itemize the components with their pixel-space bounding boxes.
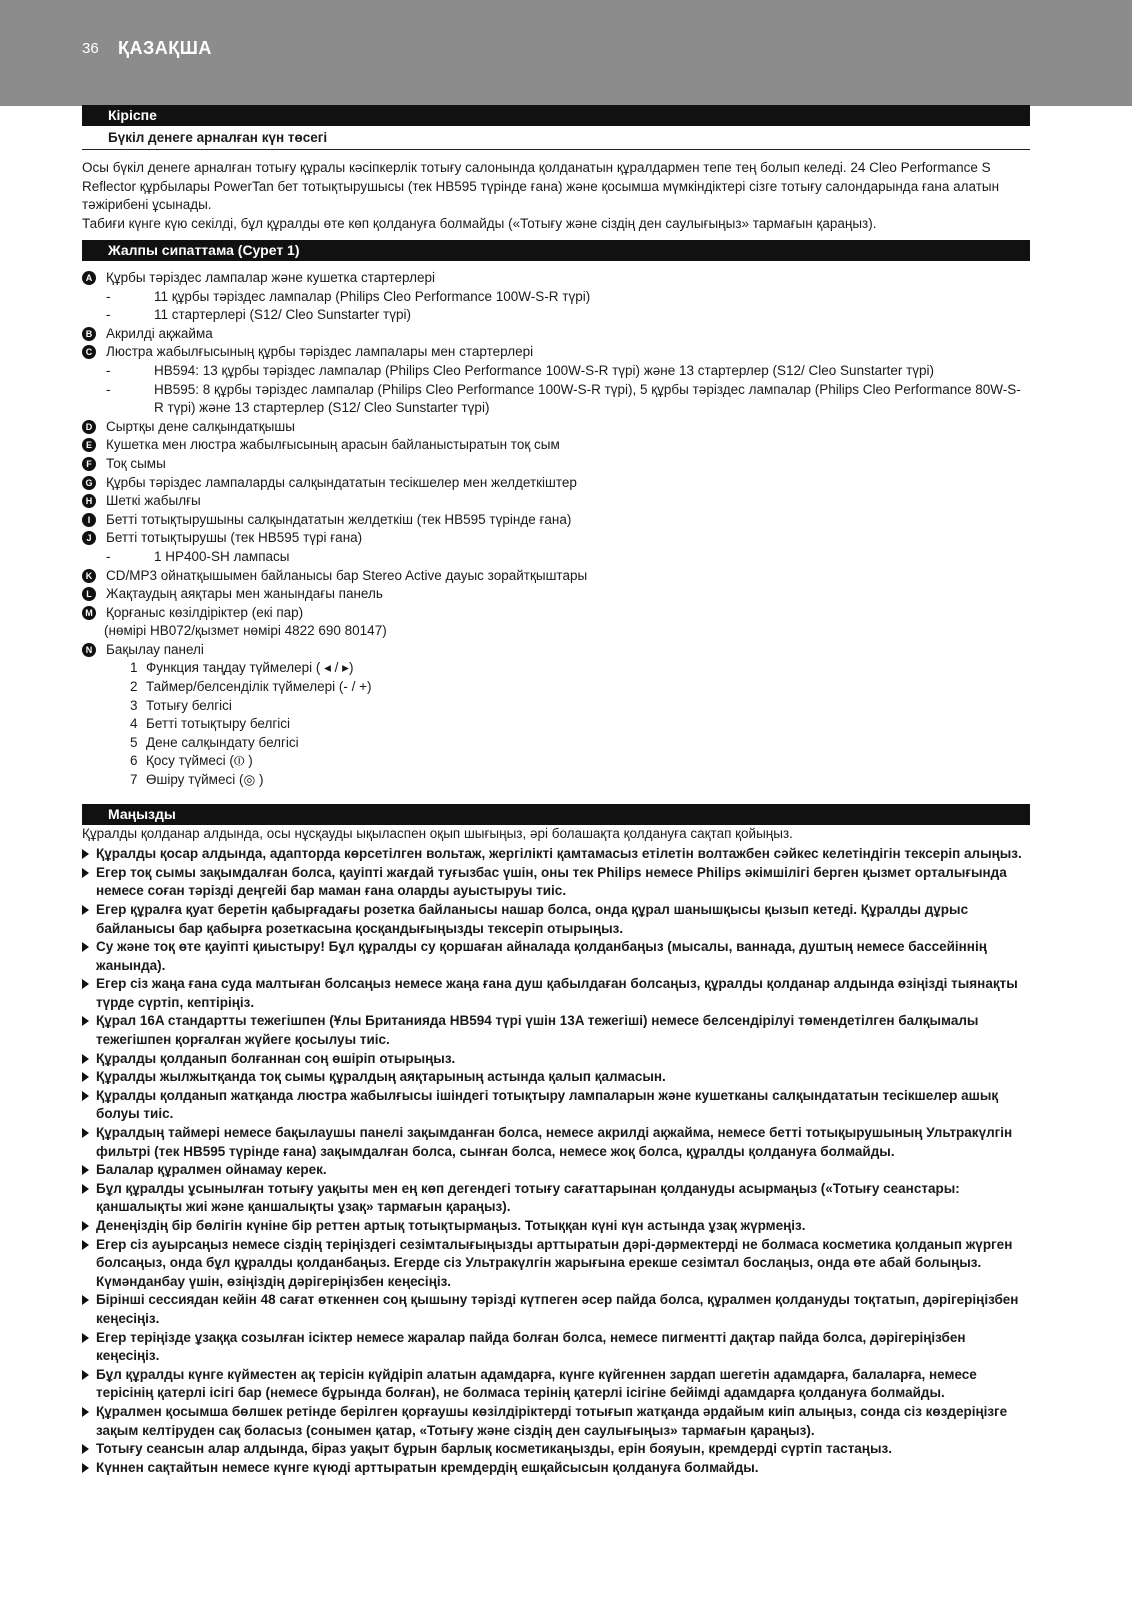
- letter-l-badge: L: [82, 587, 96, 601]
- list-item: Күннен сақтайтын немесе күнге күюді арттыратын кремдердің ешқайсысын қолдануға болмайды.: [82, 1459, 1030, 1478]
- list-item: F Тоқ сымы: [82, 455, 1030, 474]
- letter-h-badge: H: [82, 494, 96, 508]
- list-item: G Құрбы тәріздес лампаларды салқындататын тесікшелер мен желдеткіштер: [82, 474, 1030, 493]
- list-item: Бұл құралды күнге күйместен ақ терісін күйдіріп алатын адамдарға, күнге күйгеннен зардап шегетін адамдарға, балаларға, немесе терісінің қатерлі ісігі бар (немесе бұрында болған), не болмаса терінің қатерлі ісігіне бейімді адамдарға қолдануға болмайды.: [82, 1366, 1030, 1403]
- list-item: Құралды жылжытқанда тоқ сымы құралдың аяқтарының астында қалып қалмасын.: [82, 1068, 1030, 1087]
- part-number-note: (нөмірі HB072/қызмет нөмірі 4822 690 80147): [104, 623, 387, 639]
- list-item: Құрал 16A стандартты тежегішпен (Ұлы Британияда HB594 түрі үшін 13A тежегіші) немесе белсендірілуі төмендетілген балқымалы тежегішпен қорғалған жүйеге қосылуы тиіс.: [82, 1012, 1030, 1049]
- list-item: H Шеткі жабылғы: [82, 492, 1030, 511]
- list-item: Балалар құралмен ойнамау керек.: [82, 1161, 1030, 1180]
- letter-d-badge: D: [82, 420, 96, 434]
- letter-n-badge: N: [82, 643, 96, 657]
- list-item: I Бетті тотықтырушыны салқындататын желдеткіш (тек HB595 түрінде ғана): [82, 511, 1030, 530]
- list-item: Егер теріңізде ұзаққа созылған ісіктер немесе жаралар пайда болған болса, немесе пигментті дақтар пайда болса, дәрігеріңізбен кеңесіңіз.: [82, 1329, 1030, 1366]
- list-item: D Сыртқы дене салқындатқышы: [82, 418, 1030, 437]
- panel-item: 1 Функция таңдау түймелері ( ◂ / ▸): [130, 660, 354, 676]
- list-item: Құралды қосар алдында, адапторда көрсетілген вольтаж, жергілікті қамтамасыз етілетін волтажбен сәйкес келетіндігін тексеріп алыңыз.: [82, 845, 1030, 864]
- sub-item: - HB594: 13 құрбы тәріздес лампалар (Philips Cleo Performance 100W-S-R түрі) және 13 стартерлер (S12/ Cleo Sunstarter түрі): [106, 362, 935, 378]
- letter-c-badge: C: [82, 345, 96, 359]
- letter-j-badge: J: [82, 531, 96, 545]
- sub-item: - 11 құрбы тәріздес лампалар (Philips Cleo Performance 100W-S-R түрі): [106, 288, 591, 304]
- parts-list: [82, 269, 1030, 790]
- list-item: Су және тоқ өте қауіпті қиыстыру! Бұл құралды су қоршаған айналада қолданбаңыз (мысалы, ваннада, душтың немесе бассейіннің жанында).: [82, 938, 1030, 975]
- intro-paragraph-1: Осы бүкіл денеге арналған тотығу құралы кәсіпкерлік тотығу салонында қолданатын құралдармен тепе тең болып келеді. 24 Cleo Performance S Reflector құрбылары PowerTan бет тотықтырушысы (тек HB595 түрінде ғана) және қосымша мүмкіндіктері сізге тотығу салондарында ғана алатын тәжірибені ұсынады.: [82, 160, 1000, 212]
- list-item: L Жақтаудың аяқтары мен жанындағы панель: [82, 585, 1030, 604]
- list-item: N Бақылау панелі 1 Функция таңдау түймелері ( ◂ / ▸) 2 Таймер/белсенділік түймелері (- / +) 3 Тотығу белгісі 4 Бетті тотықтыру белгісі 5 Дене салқындату белгісі 6 Қосу түймесі (⏼ ) 7 Өшіру түймесі (◎ ): [82, 641, 1030, 790]
- section-heading-intro: Кіріспе: [82, 105, 1030, 126]
- letter-k-badge: K: [82, 569, 96, 583]
- list-item: Егер сіз жаңа ғана суда малтыған болсаңыз немесе жаңа ғана душ қабылдаған болсаңыз, құралды қолданар алдында өзіңізді тыянақты түрде сүртіп, кептіріңіз.: [82, 975, 1030, 1012]
- letter-b-badge: B: [82, 327, 96, 341]
- list-item: E Кушетка мен люстра жабылғысының арасын байланыстыратын тоқ сым: [82, 436, 1030, 455]
- letter-m-badge: M: [82, 606, 96, 620]
- page-header: [0, 0, 1132, 106]
- document-body: [82, 105, 1030, 1477]
- list-item: K CD/MP3 ойнатқышымен байланысы бар Stereo Active дауыс зорайтқыштары: [82, 567, 1030, 586]
- panel-item: 6 Қосу түймесі (⏼ ): [130, 753, 253, 769]
- letter-i-badge: I: [82, 513, 96, 527]
- list-item: Құралдың таймері немесе бақылаушы панелі зақымданған болса, немесе акрилді ақжайма, немесе бетті тотықырушының Ультракүлгін фильтрі (тек HB595 түрінде ғана) зақымдалған болса, сынған болса, немесе жоқ болса, құралды қолдануға болмайды.: [82, 1124, 1030, 1161]
- important-intro: Құралды қолданар алдында, осы нұсқауды ықыласпен оқып шығыңыз, әрі болашақта қолдануға сақтап қойыңыз.: [82, 825, 793, 841]
- panel-item: 2 Таймер/белсенділік түймелері (- / +): [130, 679, 372, 695]
- sub-item: - 1 HP400-SH лампасы: [106, 548, 290, 564]
- sub-item: - HB595: 8 құрбы тәріздес лампалар (Philips Cleo Performance 100W-S-R түрі), 5 құрбы тәріздес лампалар (Philips Cleo Performance 80W-S-R түрі) және 13 стартерлер (S12/ Cleo Sunstarter түрі): [106, 381, 1021, 416]
- panel-item: 5 Дене салқындату белгісі: [130, 734, 299, 750]
- section-heading-important: Маңызды: [82, 804, 1030, 825]
- list-item: Құралды қолданып жатқанда люстра жабылғысы ішіндегі тотықтыру лампаларын және кушетканы салқындататын тесікшелер ашық болуы тиіс.: [82, 1087, 1030, 1124]
- list-item: A Құрбы тәріздес лампалар және кушетка стартерлері - 11 құрбы тәріздес лампалар (Philips Cleo Performance 100W-S-R түрі) - 11 стартерлері (S12/ Cleo Sunstarter түрі): [82, 269, 1030, 325]
- list-item: J Бетті тотықтырушы (тек HB595 түрі ғана) - 1 HP400-SH лампасы: [82, 529, 1030, 566]
- letter-g-badge: G: [82, 476, 96, 490]
- letter-e-badge: E: [82, 438, 96, 452]
- letter-f-badge: F: [82, 457, 96, 471]
- subheading-body-tanner: Бүкіл денеге арналған күн төсегі: [82, 126, 1030, 150]
- list-item: Құралды қолданып болғаннан соң өшіріп отырыңыз.: [82, 1050, 1030, 1069]
- list-item: Құралмен қосымша бөлшек ретінде берілген қорғаушы көзілдіріктерді тотығып жатқанда әрдайым киіп алыңыз, сонда сіз көздеріңізге зақым келтіруден сақ боласыз (сонымен қатар, «Тотығу және сіздің ден саулығыңыз» тармағын қараңыз).: [82, 1403, 1030, 1440]
- warning-list: [82, 845, 1030, 1477]
- list-item: Егер сіз ауырсаңыз немесе сіздің теріңіздегі сезімталығыңызды арттыратын дәрі-дәрмектерді не болмаса косметика қолданып жүрген болсаңыз, онда бұл құралды қолданбаңыз. Егерде сіз Ультракүлгін жарығына ерекше сезімтал бослаңыз, онда өте абай болыңыз. Күмәнданбау үшін, өзіңіздің дәрігеріңізбен кеңесіңіз.: [82, 1236, 1030, 1292]
- list-item: Денеңіздің бір бөлігін күніне бір реттен артық тотықтырмаңыз. Тотыққан күні күн астында ұзақ жүрмеңіз.: [82, 1217, 1030, 1236]
- list-item: Бұл құралды ұсынылған тотығу уақыты мен ең көп дегендегі тотығу сағаттарынан қолдануды асырмаңыз («Тотығу сеанстары: қаншалықты жиі және қаншалықты ұзақ» тармағын қараңыз).: [82, 1180, 1030, 1217]
- sub-item: - 11 стартерлері (S12/ Cleo Sunstarter түрі): [106, 307, 411, 323]
- section-heading-general: Жалпы сипаттама (Сурет 1): [82, 240, 1030, 261]
- list-item: Егер құралға қуат беретін қабырғадағы розетка байланысы нашар болса, онда құрал шанышқысы қызып кетеді. Құралды дұрыс байланысы бар қабырға розеткасына қосқандығыңызды тексеріп отырыңыз.: [82, 901, 1030, 938]
- list-item: C Люстра жабылғысының құрбы тәріздес лампалары мен стартерлері - HB594: 13 құрбы тәріздес лампалар (Philips Cleo Performance 100W-S-R түрі) және 13 стартерлер (S12/ Cleo Sunstarter түрі) - HB595: 8 құрбы тәріздес лампалар (Philips Cleo Performance 100W-S-R түрі), 5 құрбы тәріздес лампалар (Philips Cleo Performance 80W-S-R түрі) және 13 стартерлер (S12/ Cleo Sunstarter түрі): [82, 343, 1030, 417]
- page-number: 36: [82, 40, 99, 57]
- list-item: Егер тоқ сымы зақымдалған болса, қауіпті жағдай туғызбас үшін, оны тек Philips немесе Philips әкімшілігі берген қызмет орталығында немесе соған тәрізді деңгейі бар маман ғана оларды ауыстыруы тиіс.: [82, 864, 1030, 901]
- intro-paragraph-2: Табиғи күнге күю секілді, бұл құралды өте көп қолдануға болмайды («Тотығу және сіздің ден саулығыңыз» тармағын қараңыз).: [82, 215, 877, 231]
- list-item: M Қорғаныс көзілдіріктер (екі пар) (нөмірі HB072/қызмет нөмірі 4822 690 80147): [82, 604, 1030, 641]
- list-item: Тотығу сеансын алар алдында, біраз уақыт бұрын барлық косметикаңызды, ерін бояуын, кремдерді сүртіп тастаңыз.: [82, 1440, 1030, 1459]
- list-item: B Акрилді ақжайма: [82, 325, 1030, 344]
- panel-item: 4 Бетті тотықтыру белгісі: [130, 716, 291, 732]
- language-title: ҚАЗАҚША: [118, 38, 212, 58]
- list-item: Бірінші сессиядан кейін 48 сағат өткеннен соң қышыну тәрізді күтпеген әсер пайда болса, құралмен қолдануды тоқтатып, дәрігеріңізбен кеңесіңіз.: [82, 1291, 1030, 1328]
- letter-a-badge: A: [82, 271, 96, 285]
- panel-item: 7 Өшіру түймесі (◎ ): [130, 772, 264, 788]
- panel-item: 3 Тотығу белгісі: [130, 697, 232, 713]
